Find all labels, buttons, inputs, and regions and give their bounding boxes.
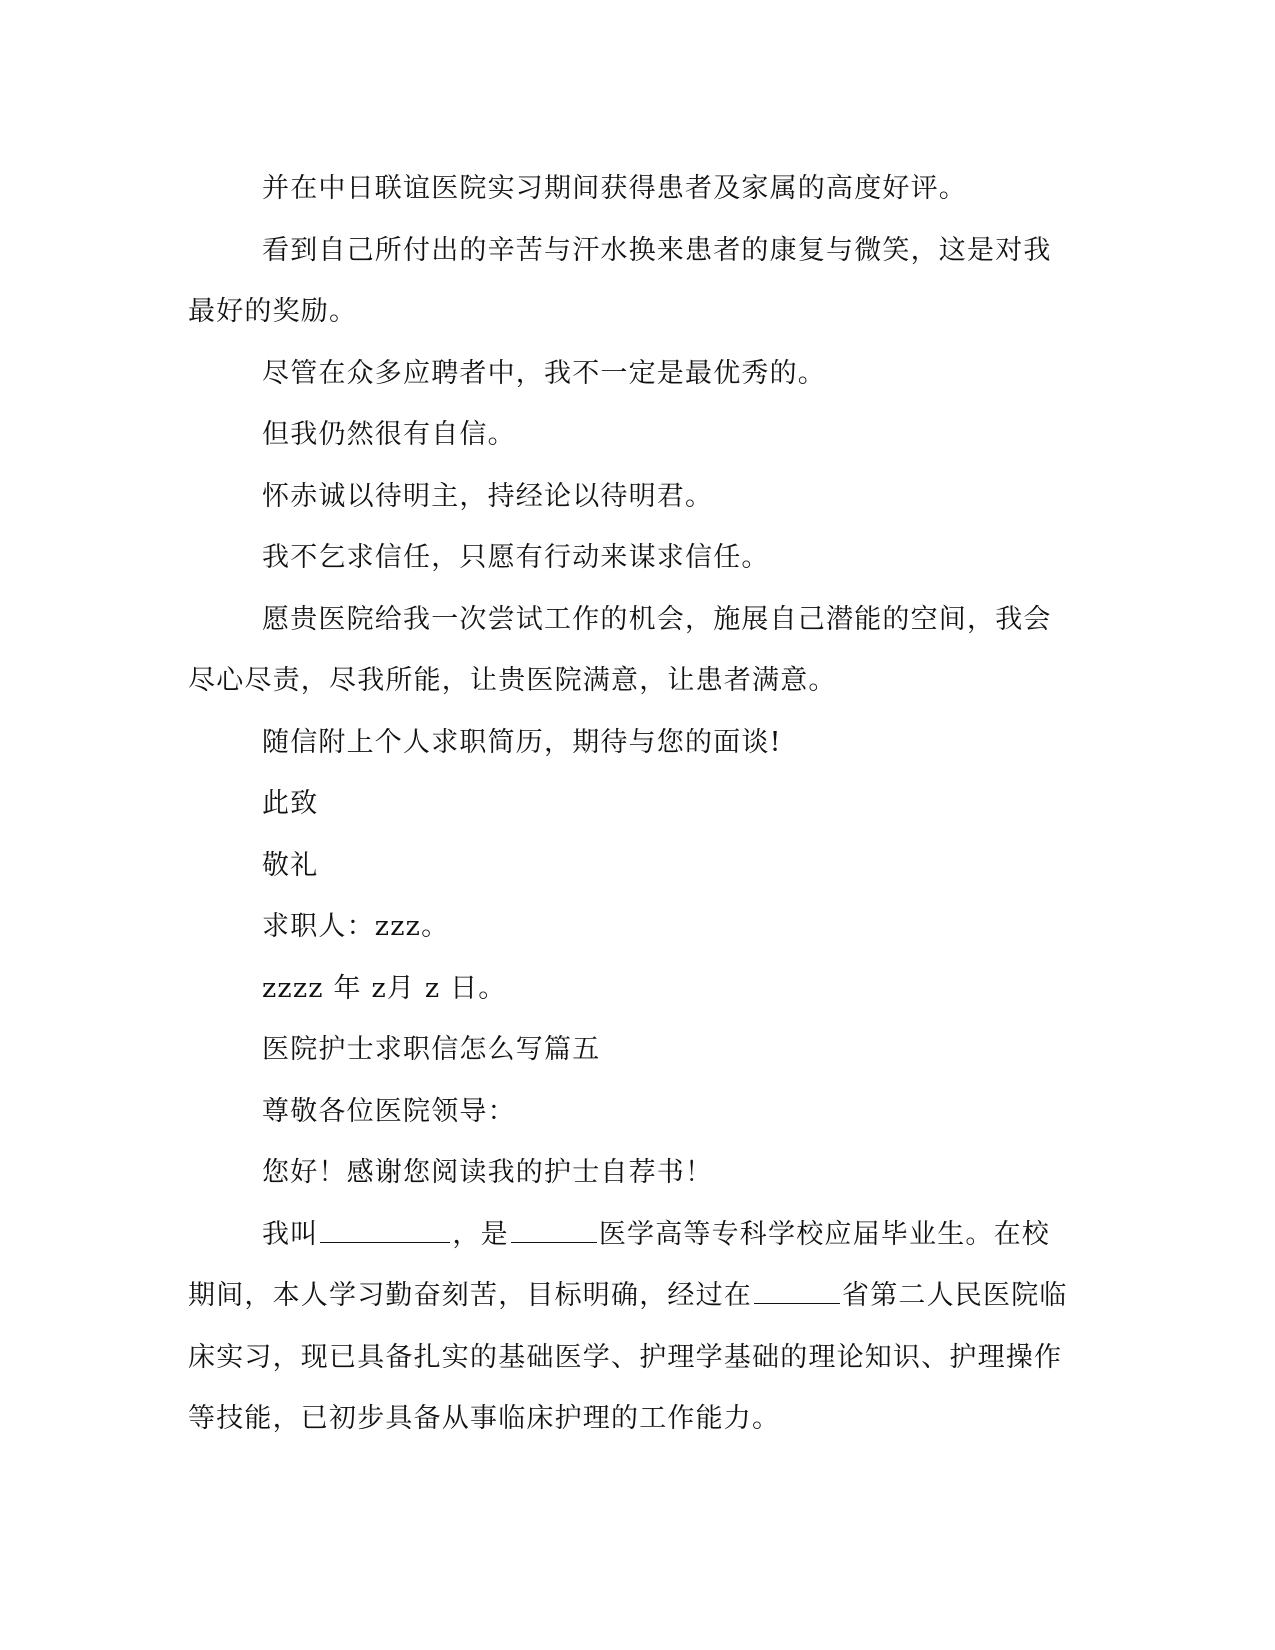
greeting: 尊敬各位医院领导： [262,1095,516,1127]
intro-text-2: ，是 [452,1218,509,1250]
school-blank [511,1216,597,1243]
intro-text-4: 省第二人民医院临床实习，现已具备扎实的基础医学、护理学基础的理论知识、护理操作等技能，已初步具备从事临床护理的工作能力。 [188,1280,1068,1434]
letter-date: zzzz 年 z月 z 日。 [262,972,507,1004]
paragraph: 怀赤诚以待明主，持经论以待明君。 [262,480,714,512]
paragraph: 随信附上个人求职简历，期待与您的面谈! [262,726,782,758]
section-heading: 医院护士求职信怎么写篇五 [262,1034,601,1065]
intro-text-1: 我叫 [262,1218,319,1250]
closing-regards: 敬礼 [262,849,319,881]
paragraph: 尽管在众多应聘者中，我不一定是最优秀的。 [262,357,826,389]
opening-line: 您好！感谢您阅读我的护士自荐书！ [262,1157,714,1188]
paragraph: 并在中日联谊医院实习期间获得患者及家属的高度好评。 [262,173,967,204]
intro-paragraph [188,1204,1068,1450]
paragraph: 但我仍然很有自信。 [262,419,516,450]
name-blank [320,1216,450,1243]
province-blank [754,1277,840,1304]
paragraph: 愿贵医院给我一次尝试工作的机会，施展自己潜能的空间，我会尽心尽责，尽我所能，让贵医院满意，让患者满意。 [188,603,1052,696]
intro-text-3: 医学高等专科学校应届毕业生。在校期间，本人学习勤奋刻苦，目标明确，经过在 [188,1218,1051,1311]
paragraph: 看到自己所付出的辛苦与汗水换来患者的康复与微笑，这是对我最好的奖励。 [188,234,1052,327]
letter-body [188,158,1068,1450]
closing-salutation: 此致 [262,788,319,819]
applicant-signature: 求职人：zzz。 [262,911,450,942]
paragraph: 我不乞求信任，只愿有行动来谋求信任。 [262,542,770,573]
